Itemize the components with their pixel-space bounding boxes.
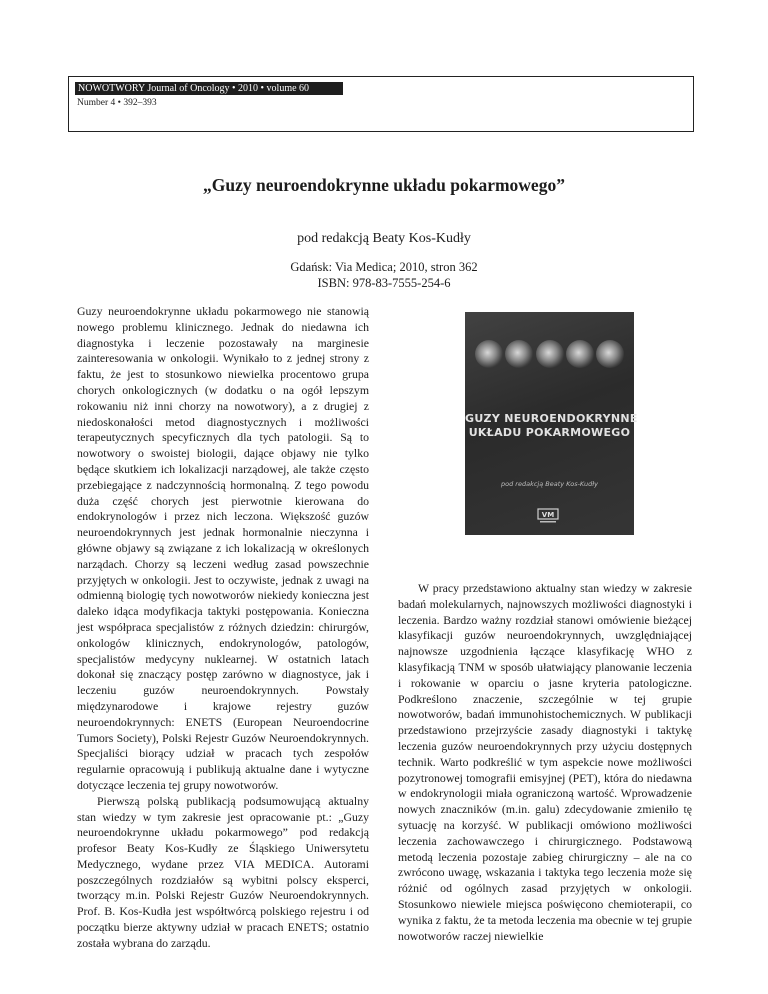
ct-scan-image-icon bbox=[596, 340, 624, 368]
paragraph: Guzy neuroendokrynne układu pokarmowego nie stanowią nowego problemu klinicznego. Jednak do niedawna ich diagnostyka i leczenie pozostawały na marginesie zainteresowania w onkologii. Wynikało to z jednej strony z faktu, że jest to stosunkowo niewielka procentowo grupa chorych onkologicznych (w dodatku o na ogół lepszym rokowaniu niż inni chorzy na nowotwory), a z drugiej z niedoskonałości metod diagnostycznych i możliwości terapeutycznych specyficznych dla tych patologii. Są to nowotwory o swoistej biologii, dające objawy nie tylko będące skutkiem ich lokalizacji narządowej, ale także często przebiegające z nadczynnością hormonalną. Z tego powodu duża część chorych jest pierwotnie kierowana do endokrynologów i przez nich leczona. Większość guzów neuroendokrynnych jest jednak hormonalnie nieczynna i główne objawy są związane z ich lokalizacją w określonych narządach. Chorzy są leczeni według zasad powszechnie przyjętych w onkologii. Jest to oczywiste, jednak z uwagi na odmienną biologię tych nowotworów niekiedy konieczna jest daleko idąca modyfikacja taktyki postępowania. Konieczna jest współpraca specjalistów z różnych dziedzin: chirurgów, onkologów klinicznych, endokrynologów, patologów, specjalistów medycyny nuklearnej. W ostatnich latach dokonał się znaczący postęp zarówno w diagnostyce, jak i leczeniu guzów neuroendokrynnych. Powstały międzynarodowe i krajowe rejestry guzów neuroendokrynnych: ENETS (European Neuroendocrine Tumors Society), Polski Rejestr Guzów Neuroendokrynnych. Specjaliści biorący udział w pracach tych zespołów regularnie opracowują i publikują aktualne dane i wytyczne dotyczące leczenia tej grupy nowotworów. bbox=[77, 304, 369, 792]
cover-title-line1: GUZY NEUROENDOKRYNNE bbox=[465, 412, 638, 425]
cover-image-strip bbox=[475, 336, 624, 372]
ct-scan-image-icon bbox=[475, 340, 503, 368]
cover-title-line2: UKŁADU POKARMOWEGO bbox=[468, 426, 631, 439]
book-title: „Guzy neuroendokrynne układu pokarmowego” bbox=[203, 175, 565, 195]
right-column bbox=[398, 581, 692, 944]
paragraph: Pierwszą polską publikacją podsumowującą aktualny stan wiedzy w tym zakresie jest opracowanie pt.: „Guzy neuroendokrynne układu pokarmowego” pod redakcją profesor Beaty Kos-Kudły ze Śląskiego Uniwersytetu Medycznego, wydane przez VIA MEDICA. Autorami poszczególnych rozdziałów są wybitni polscy eksperci, tworzący m.in. Polski Rejestr Guzów Neuroendokrynnych. Prof. B. Kos-Kudła jest współtwórcą polskiego rejestru i od początku bierze aktywny udział w pracach ENETS; ostatnio została wybrana do zarządu. bbox=[77, 793, 369, 950]
cover-subtitle: pod redakcją Beaty Kos-Kudły bbox=[501, 480, 598, 488]
journal-banner: NOWOTWORY Journal of Oncology • 2010 • volume 60 bbox=[75, 82, 343, 95]
left-column bbox=[77, 304, 369, 952]
ct-scan-image-icon bbox=[566, 340, 594, 368]
publisher-logo-icon bbox=[537, 508, 559, 524]
isbn: ISBN: 978-83-7555-254-6 bbox=[317, 276, 451, 290]
book-cover-image bbox=[465, 312, 638, 535]
publication-info: Gdańsk: Via Medica; 2010, stron 362 bbox=[290, 260, 478, 274]
ct-scan-image-icon bbox=[505, 340, 533, 368]
journal-header-box bbox=[68, 76, 694, 132]
issue-info: Number 4 • 392–393 bbox=[77, 98, 157, 108]
ct-scan-image-icon bbox=[536, 340, 564, 368]
paragraph: W pracy przedstawiono aktualny stan wiedzy w zakresie badań molekularnych, najnowszych możliwości diagnostyki i leczenia. Bardzo ważny rozdział stanowi omówienie bieżącej klasyfikacji guzów neuroendokrynnych, uwzględniającej najnowsze uzgodnienia łączące klasyfikację WHO z klasyfikacją TNM w sposób ułatwiający planowanie leczenia i rokowanie w oparciu o jasne kryteria patologiczne. Podkreślono znaczenie, szczególnie w tej grupie nowotworów, badań immunohistochemicznych. W publikacji przedstawiono przejrzyście zasady diagnostyki i taktykę leczenia guzów neuroendokrynnych przy użyciu dostępnych technik. Warto podkreślić w tym aspekcie nowe możliwości pozytronowej tomografii emisyjnej (PET), która do niedawna w endokrynologii miała ograniczoną wartość. Wprowadzenie nowych znaczników (m.in. galu) zdecydowanie zmieniło tę sytuację na korzyść. W publikacji omówiono możliwości leczenia zachowawczego i chirurgicznego. Podstawową metodą leczenia pozostaje zabieg chirurgiczny – ale na co zwrócono uwagę, wskazania i taktyka tego leczenia może się różnić od ogólnych zasad przyjętych w onkologii. Stosunkowo niewiele miejsca poświęcono chemioterapii, co wynika z faktu, że ta metoda leczenia ma obecnie w tej grupie nowotworów raczej niewielkie bbox=[398, 581, 692, 943]
svg-text:VM: VM bbox=[541, 511, 555, 519]
book-editor: pod redakcją Beaty Kos-Kudły bbox=[297, 231, 471, 246]
